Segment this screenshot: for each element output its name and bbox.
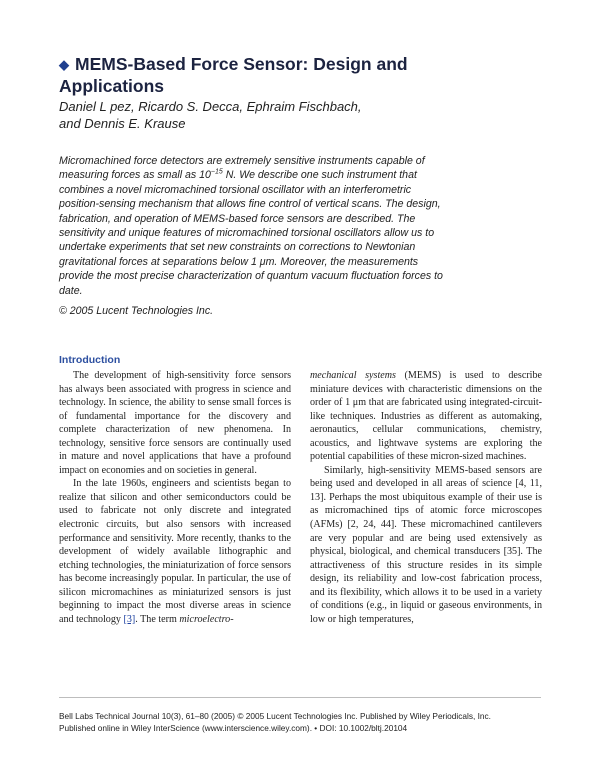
article-title-text: MEMS-Based Force Sensor: Design and Applications xyxy=(59,54,408,96)
abstract xyxy=(59,154,449,298)
article-title xyxy=(59,54,419,97)
paragraph-mems-2: Similarly, high-sensitivity MEMS-based sensors are being used and developed in all areas of science [4, 11, 13]. Perhaps the most ubiquitous example of their use is as micromachined tips of atomic force microscopes (AFMs) [2, 24, 44]. These micromachined cantilevers are very popular and are being used extensively as physical, biological, and chemical transducers [35]. The attractiveness of this structure resides in its simple design, its reliability and low-cost fabrication process, and its flexibility, which allows it to be used in a variety of conditions (e.g., in liquid or gaseous environments, in low or high temperatures, xyxy=(310,464,542,625)
abstract-text-end: N. We describe one such instrument that combines a novel micromachined torsional oscillator with an interferometric position-sensing mechanism that allows fine control of vertical scans. The design, fabrication, and operation of MEMS-based force sensors are described. The sensitivity and unique features of micromachined torsional oscillators allow us to undertake experiments that set new constraints on corrections to Newtonian gravitational forces at separations below 1 μm. Moreover, the measurements provide the most precise characterization of quantum vacuum fluctuation forces to date. xyxy=(59,169,443,297)
footer-publication-info: Published online in Wiley InterScience (www.interscience.wiley.com). • DOI: 10.1002/bltj.20104 xyxy=(59,722,408,733)
paragraph-intro-2-text: In the late 1960s, engineers and scientists began to realize that silicon and other semiconductors could be used to fabricate not only discrete and integrated electronic circuits, but also sensors with increased performance and sensitivity. More recently, thanks to the development of widely available lithographic and etching technologies, the miniaturization of force sensors has become increasingly popular. In particular, the use of silicon micromachines as miniaturized sensors is just beginning to impact the most diverse areas in science and technology xyxy=(59,478,291,625)
paragraph-intro-2-emphasis: microelectro- xyxy=(179,613,234,625)
footer-citation: Bell Labs Technical Journal 10(3), 61–80 (2005) © 2005 Lucent Technologies Inc. Published by Wiley Periodicals, Inc. xyxy=(59,711,491,721)
abstract-copyright: © 2005 Lucent Technologies Inc. xyxy=(59,305,214,317)
diamond-bullet-icon: ◆ xyxy=(59,57,69,72)
body-column-left xyxy=(59,369,291,626)
paragraph-intro-1: The development of high-sensitivity force sensors has always been associated with progress in science and technology. In science, the ability to sense small forces is of fundamental importance for the discovery and complete characterization of new phenomena. In technology, sensitive force sensors are continually used in mature and novel applications that have a profound impact on economies and on societies in general. xyxy=(59,370,291,476)
paragraph-intro-2 xyxy=(59,477,291,626)
abstract-text-start: Micromachined force detectors are extremely sensitive instruments capable of measuring forces as small as 10 xyxy=(59,155,425,182)
footer-divider xyxy=(59,697,541,698)
author-line-1: Daniel L pez, Ricardo S. Decca, Ephraim Fischbach, xyxy=(59,99,362,114)
paragraph-mems-emphasis: mechanical systems xyxy=(310,370,396,381)
author-line-2: and Dennis E. Krause xyxy=(59,116,186,131)
abstract-exponent: −15 xyxy=(210,168,223,176)
author-list xyxy=(59,98,439,132)
paragraph-mems-1-text: (MEMS) is used to describe miniature devices with characteristic dimensions on the order of 1 μm that are fabricated using integrated-circuit-like techniques. Industries as different as automaking, aeronautics, cellular communications, chemistry, acoustics, and lightwave systems are exploring the potential capabilities of these micron-sized machines. xyxy=(310,370,542,463)
page-footer xyxy=(59,711,559,734)
citation-link-3[interactable]: [3] xyxy=(123,613,136,625)
paragraph-mems-1 xyxy=(310,369,542,464)
paragraph-intro-2-tail: . The term xyxy=(135,613,180,625)
section-heading-introduction: Introduction xyxy=(59,354,121,366)
body-column-right xyxy=(310,369,542,626)
